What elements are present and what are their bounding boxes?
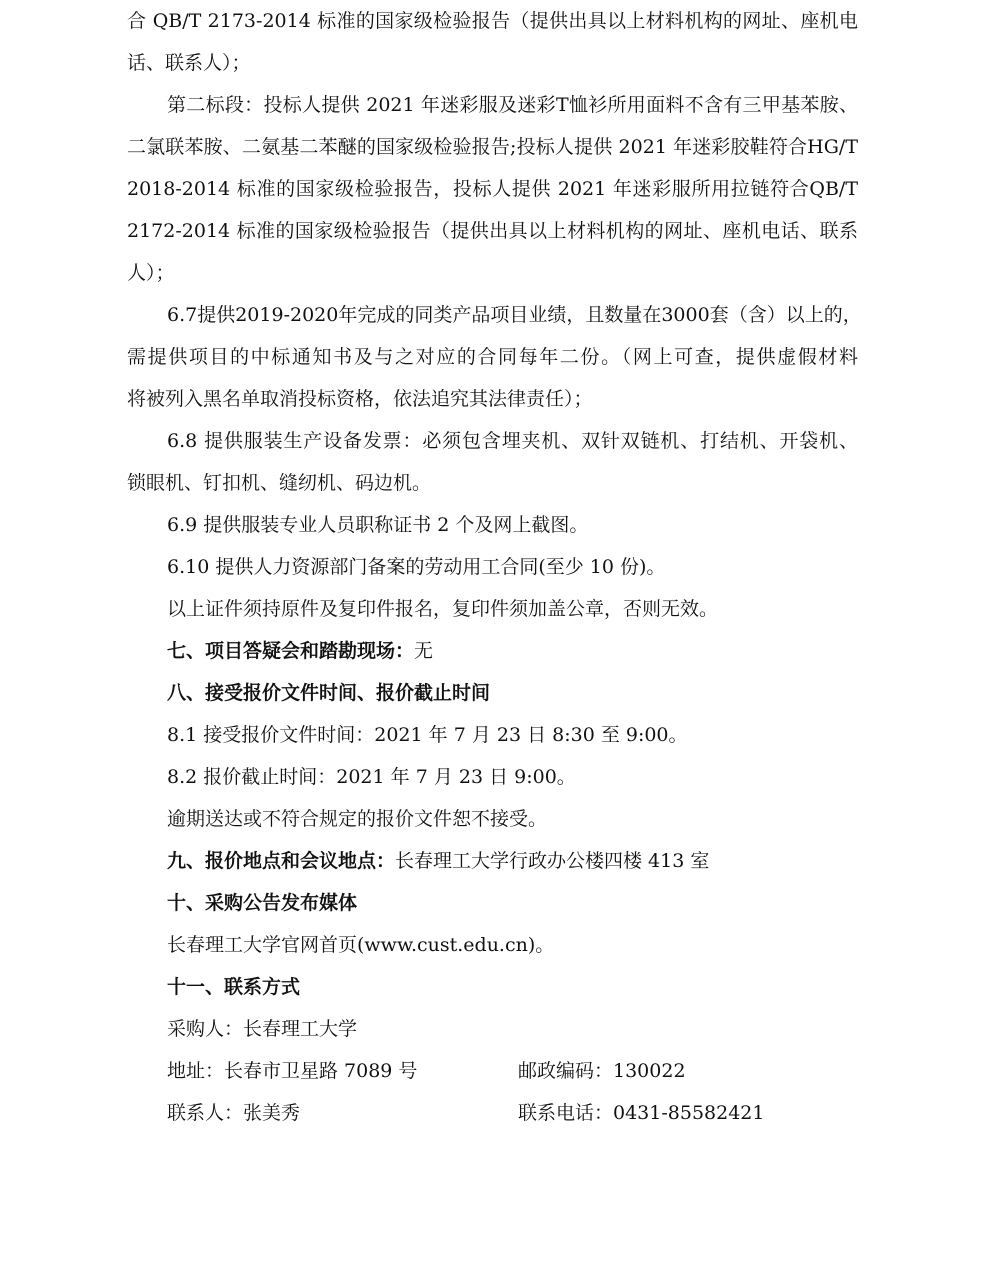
address-text: 地址：长春市卫星路 7089 号	[167, 1060, 418, 1082]
contact-text: 联系人：张美秀	[167, 1102, 301, 1124]
section-heading: 九、报价地点和会议地点：	[167, 850, 396, 872]
paragraph-line: 6.7提供2019-2020年完成的同类产品项目业绩，且数量在3000套（含）以上的，	[167, 304, 862, 326]
postcode-text: 邮政编码：130022	[518, 1060, 686, 1082]
section-heading: 十、采购公告发布媒体	[167, 892, 358, 914]
paragraph-line: 以上证件须持原件及复印件报名，复印件须加盖公章，否则无效。	[167, 598, 719, 620]
paragraph-line: 需提供项目的中标通知书及与之对应的合同每年二份。（网上可查，提供虚假材料	[127, 346, 858, 368]
section-9	[167, 847, 709, 875]
address-row	[167, 1057, 686, 1085]
section-value: 长春理工大学行政办公楼四楼 413 室	[395, 850, 710, 872]
paragraph-line: 长春理工大学官网首页(www.cust.edu.cn)。	[167, 934, 555, 956]
paragraph-line: 6.8 提供服装生产设备发票：必须包含埋夹机、双针双链机、打结机、开袋机、	[167, 430, 858, 452]
purchaser-line: 采购人：长春理工大学	[167, 1018, 358, 1040]
paragraph-line: 2172-2014 标准的国家级检验报告（提供出具以上材料机构的网址、座机电话、联系	[127, 220, 858, 242]
paragraph-line: 二氯联苯胺、二氨基二苯醚的国家级检验报告;投标人提供 2021 年迷彩胶鞋符合HG/T	[127, 136, 858, 158]
paragraph-line: 8.1 接受报价文件时间：2021 年 7 月 23 日 8:30 至 9:00。	[167, 724, 688, 746]
paragraph-line: 逾期送达或不符合规定的报价文件恕不接受。	[167, 808, 548, 830]
section-value: 无	[414, 640, 434, 662]
paragraph-line: 8.2 报价截止时间：2021 年 7 月 23 日 9:00。	[167, 766, 576, 788]
paragraph-line: 6.10 提供人力资源部门备案的劳动用工合同(至少 10 份)。	[167, 556, 666, 578]
section-7	[167, 637, 433, 665]
phone-text: 联系电话：0431-85582421	[518, 1102, 765, 1124]
paragraph-line: 锁眼机、钉扣机、缝纫机、码边机。	[127, 472, 432, 494]
paragraph-line: 2018-2014 标准的国家级检验报告，投标人提供 2021 年迷彩服所用拉链符合QB/T	[127, 178, 858, 200]
paragraph-line: 6.9 提供服装专业人员职称证书 2 个及网上截图。	[167, 514, 589, 536]
paragraph-line: 第二标段：投标人提供 2021 年迷彩服及迷彩T恤衫所用面料不含有三甲基苯胺、	[167, 94, 858, 116]
section-heading: 八、接受报价文件时间、报价截止时间	[167, 682, 491, 704]
section-heading: 七、项目答疑会和踏勘现场：	[167, 640, 415, 662]
contact-row	[167, 1099, 765, 1127]
paragraph-line: 将被列入黑名单取消投标资格，依法追究其法律责任）；	[127, 388, 593, 410]
paragraph-line: 人）；	[127, 262, 175, 284]
paragraph-line: 话、联系人）；	[127, 52, 251, 74]
section-heading: 十一、联系方式	[167, 976, 301, 998]
paragraph-line: 合 QB/T 2173-2014 标准的国家级检验报告（提供出具以上材料机构的网址、座机电	[127, 10, 858, 32]
